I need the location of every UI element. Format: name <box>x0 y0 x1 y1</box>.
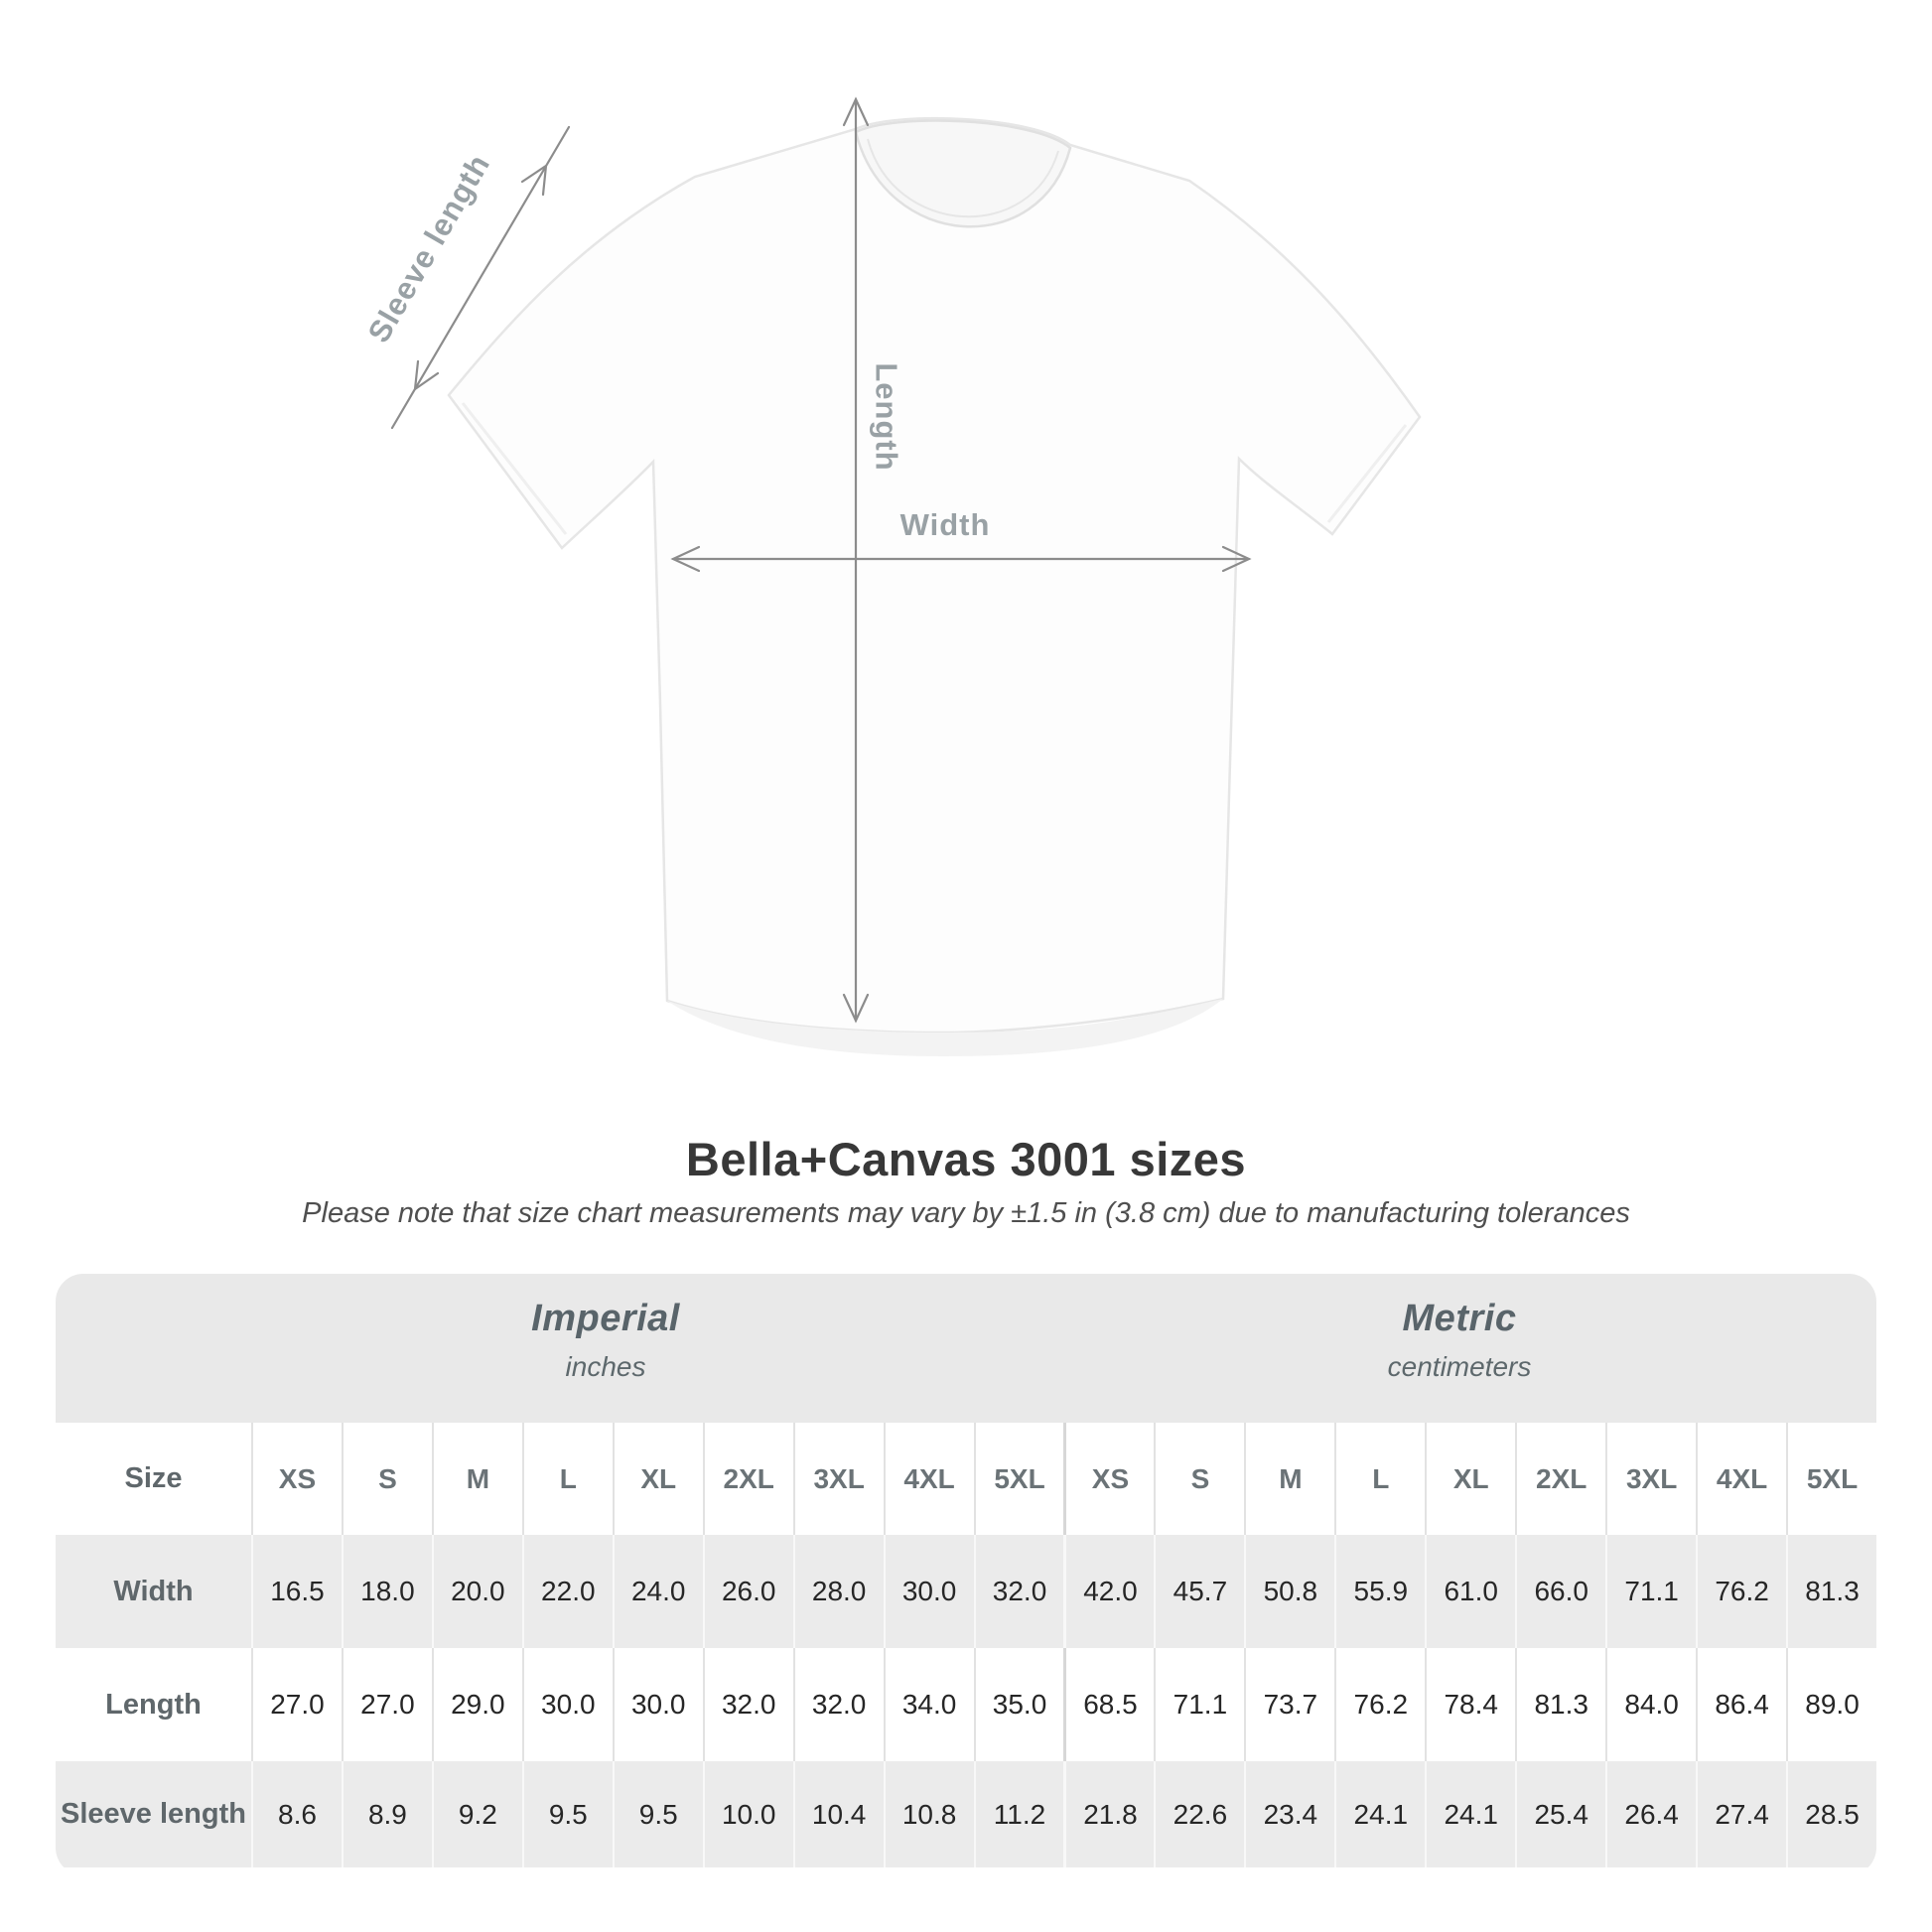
table-cell: 76.2 <box>1696 1535 1786 1648</box>
table-cell: 16.5 <box>251 1535 342 1648</box>
table-cell: 71.1 <box>1605 1535 1696 1648</box>
table-cell: 71.1 <box>1154 1648 1244 1761</box>
table-cell: 27.0 <box>342 1648 432 1761</box>
column-header: M <box>1244 1423 1334 1535</box>
length-row <box>56 1648 1876 1761</box>
size-table <box>56 1274 1876 1875</box>
tshirt-outline <box>449 118 1420 1033</box>
table-cell: 28.5 <box>1786 1761 1876 1867</box>
table-cell: 32.0 <box>703 1648 793 1761</box>
column-header: 5XL <box>974 1423 1064 1535</box>
column-header: 2XL <box>703 1423 793 1535</box>
table-cell: 10.4 <box>793 1761 884 1867</box>
table-cell: 81.3 <box>1786 1535 1876 1648</box>
table-cell: 9.5 <box>613 1761 703 1867</box>
row-label: Sleeve length <box>61 1798 246 1830</box>
table-cell: 8.6 <box>251 1761 342 1867</box>
table-cell: 10.0 <box>703 1761 793 1867</box>
table-cell: 89.0 <box>1786 1648 1876 1761</box>
table-cell: 28.0 <box>793 1535 884 1648</box>
column-header: S <box>1154 1423 1244 1535</box>
table-cell: 10.8 <box>884 1761 974 1867</box>
table-cell: 32.0 <box>793 1648 884 1761</box>
column-header: 3XL <box>793 1423 884 1535</box>
table-cell: 68.5 <box>1063 1648 1154 1761</box>
metric-title: Metric <box>1402 1298 1517 1339</box>
table-cell: 73.7 <box>1244 1648 1334 1761</box>
table-cell: 32.0 <box>974 1535 1064 1648</box>
size-column-label: Size <box>124 1462 183 1494</box>
table-cell: 29.0 <box>432 1648 522 1761</box>
table-cell: 24.1 <box>1334 1761 1425 1867</box>
imperial-header <box>531 1298 680 1383</box>
table-cell: 30.0 <box>613 1648 703 1761</box>
table-cell: 9.5 <box>522 1761 613 1867</box>
table-cell: 20.0 <box>432 1535 522 1648</box>
column-header: 5XL <box>1786 1423 1876 1535</box>
length-label: Length <box>869 362 904 472</box>
table-cell: 55.9 <box>1334 1535 1425 1648</box>
table-cell: 9.2 <box>432 1761 522 1867</box>
page-title: Bella+Canvas 3001 sizes <box>685 1133 1247 1185</box>
table-cell: 76.2 <box>1334 1648 1425 1761</box>
table-cell: 18.0 <box>342 1535 432 1648</box>
column-header: XS <box>251 1423 342 1535</box>
imperial-unit: inches <box>565 1351 646 1382</box>
table-cell: 27.4 <box>1696 1761 1786 1867</box>
table-cell: 78.4 <box>1425 1648 1515 1761</box>
table-cell: 26.0 <box>703 1535 793 1648</box>
width-label: Width <box>899 507 991 542</box>
table-cell: 22.6 <box>1154 1761 1244 1867</box>
size-header-row <box>56 1423 1876 1535</box>
table-cell: 24.1 <box>1425 1761 1515 1867</box>
table-cell: 34.0 <box>884 1648 974 1761</box>
table-cell: 86.4 <box>1696 1648 1786 1761</box>
table-cell: 22.0 <box>522 1535 613 1648</box>
table-cell: 30.0 <box>884 1535 974 1648</box>
unit-header-band <box>56 1274 1876 1423</box>
column-header: XL <box>613 1423 703 1535</box>
page-subtitle: Please note that size chart measurements may vary by ±1.5 in (3.8 cm) due to manufacturing tolerances <box>302 1197 1630 1229</box>
table-cell: 25.4 <box>1515 1761 1605 1867</box>
table-cell: 11.2 <box>974 1761 1064 1867</box>
table-cell: 24.0 <box>613 1535 703 1648</box>
table-cell: 27.0 <box>251 1648 342 1761</box>
metric-unit: centimeters <box>1387 1351 1532 1382</box>
column-header: 2XL <box>1515 1423 1605 1535</box>
table-cell: 84.0 <box>1605 1648 1696 1761</box>
table-cell: 50.8 <box>1244 1535 1334 1648</box>
column-header: XL <box>1425 1423 1515 1535</box>
column-header: S <box>342 1423 432 1535</box>
column-header: 4XL <box>884 1423 974 1535</box>
table-cell: 61.0 <box>1425 1535 1515 1648</box>
table-cell: 8.9 <box>342 1761 432 1867</box>
column-header: L <box>1334 1423 1425 1535</box>
table-cell: 45.7 <box>1154 1535 1244 1648</box>
width-row <box>56 1535 1876 1648</box>
metric-header <box>1388 1298 1532 1383</box>
row-label: Length <box>105 1688 202 1721</box>
table-cell: 66.0 <box>1515 1535 1605 1648</box>
column-header: XS <box>1063 1423 1154 1535</box>
column-header: L <box>522 1423 613 1535</box>
imperial-title: Imperial <box>531 1298 680 1339</box>
table-cell: 81.3 <box>1515 1648 1605 1761</box>
table-cell: 26.4 <box>1605 1761 1696 1867</box>
table-cell: 23.4 <box>1244 1761 1334 1867</box>
table-cell: 35.0 <box>974 1648 1064 1761</box>
column-header: 4XL <box>1696 1423 1786 1535</box>
column-header: M <box>432 1423 522 1535</box>
column-header: 3XL <box>1605 1423 1696 1535</box>
sleeve-length-row <box>56 1761 1876 1867</box>
table-cell: 42.0 <box>1063 1535 1154 1648</box>
sleeve-length-label: Sleeve length <box>360 148 497 348</box>
table-cell: 21.8 <box>1063 1761 1154 1867</box>
row-label: Width <box>113 1575 194 1607</box>
table-cell: 30.0 <box>522 1648 613 1761</box>
